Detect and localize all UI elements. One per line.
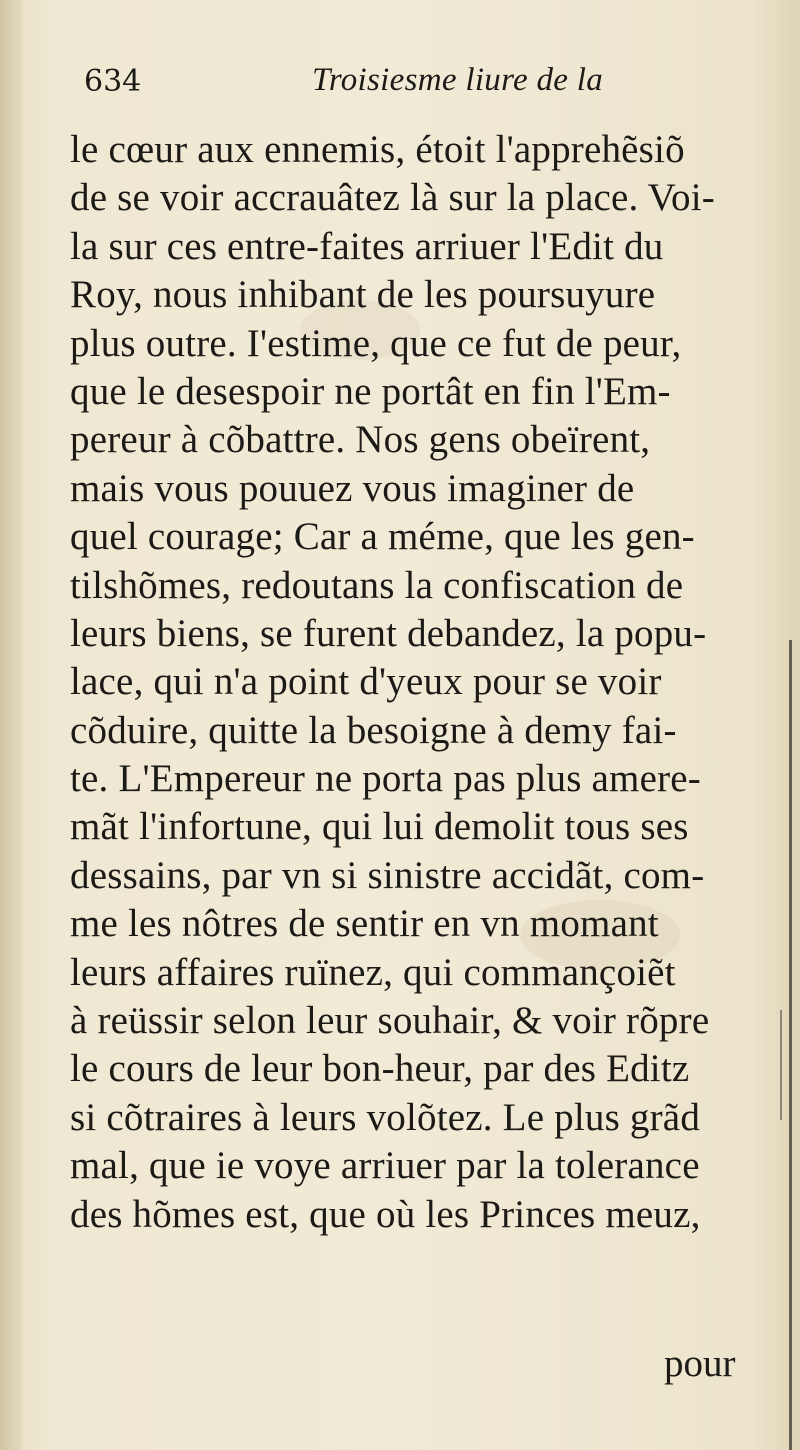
- text-line: mãt l'infortune, qui lui demolit tous ses: [70, 805, 689, 849]
- text-line: à reüssir selon leur souhair, & voir rõpre: [70, 999, 710, 1043]
- catchword: pour: [664, 1342, 736, 1385]
- text-line: mal, que ie voye arriuer par la tolerance: [70, 1144, 700, 1188]
- text-line: leurs biens, se furent debandez, la popu-: [70, 611, 707, 655]
- text-line: cõduire, quitte la besoigne à demy fai-: [70, 708, 677, 752]
- page-number: 634: [84, 64, 142, 99]
- text-line: Roy, nous inhibant de les poursuyure: [70, 273, 656, 317]
- text-line: le cœur aux ennemis, étoit l'apprehẽsiõ: [70, 128, 685, 171]
- text-line: de se voir accrauâtez là sur la place. Voi-: [70, 176, 715, 220]
- text-line: la sur ces entre-faites arriuer l'Edit du: [70, 224, 664, 268]
- text-line: dessains, par vn si sinistre accidãt, com-: [70, 853, 705, 897]
- text-line: des hõmes est, que où les Princes meuz,: [70, 1192, 701, 1236]
- text-line: mais vous pouuez vous imaginer de: [70, 466, 635, 510]
- text-line: te. L'Empereur ne porta pas plus amere-: [70, 757, 701, 801]
- text-line: que le desespoir ne portât en fin l'Em-: [70, 369, 671, 413]
- text-line: le cours de leur bon-heur, par des Editz: [70, 1047, 690, 1091]
- text-line: plus outre. I'estime, que ce fut de peur,: [70, 321, 682, 365]
- text-line: si cõtraires à leurs volõtez. Le plus grãd: [70, 1095, 701, 1139]
- text-line: me les nôtres de sentir en vn momant: [70, 902, 659, 946]
- body-text: [70, 126, 770, 1239]
- running-head: Troisiesme liure de la: [312, 62, 604, 98]
- page-edge-shadow: [789, 640, 792, 1450]
- text-line: quel courage; Car a méme, que les gen-: [70, 515, 695, 559]
- text-line: leurs affaires ruïnez, qui commançoiẽt: [70, 950, 676, 994]
- page-header: [84, 54, 734, 104]
- text-line: lace, qui n'a point d'yeux pour se voir: [70, 660, 662, 704]
- page-edge-shadow: [780, 1010, 782, 1120]
- text-line: pereur à cõbattre. Nos gens obeïrent,: [70, 418, 651, 462]
- page-gutter: [0, 0, 22, 1450]
- text-line: tilshõmes, redoutans la confiscation de: [70, 563, 684, 607]
